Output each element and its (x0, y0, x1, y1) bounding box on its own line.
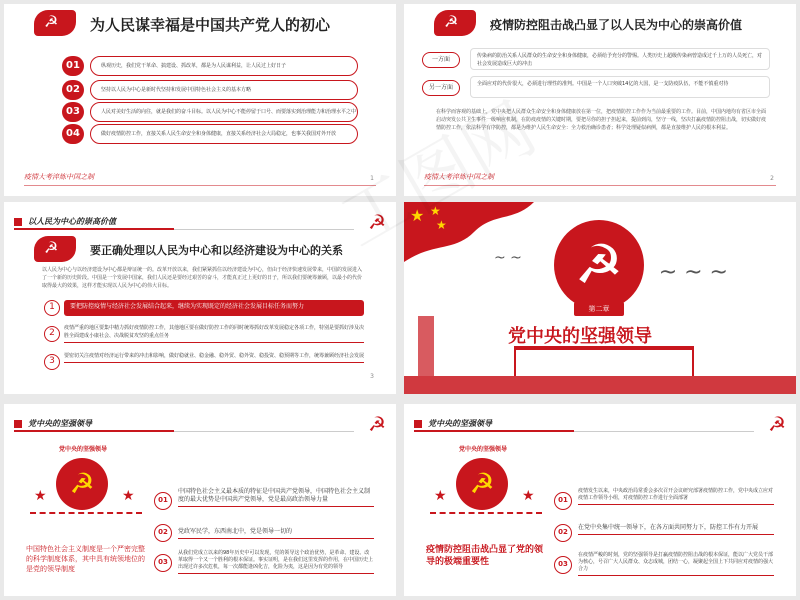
card-badge: 党中央的坚强领导 (458, 446, 507, 453)
hammer-sickle-icon: ☭ (554, 220, 644, 310)
item-number: 02 (554, 524, 572, 542)
slide-2[interactable] (404, 4, 796, 196)
item-number: 1 (44, 300, 60, 316)
party-logo-icon (434, 10, 476, 36)
item-number: 01 (154, 492, 172, 510)
section-divider (574, 431, 754, 432)
ground-decoration (404, 376, 796, 394)
item-text: 纵观历史，我们党干革命、搞建设、抓改革，都是为人民谋利益，让人民过上好日子 (90, 56, 358, 76)
chapter-tag: 第二章 (574, 302, 624, 316)
slide-6[interactable] (404, 404, 796, 596)
section-tag: 党中央的坚强领导 (414, 418, 574, 432)
item-number: 02 (62, 80, 84, 100)
star-icon: ★ (434, 488, 447, 504)
footer-divider (24, 185, 376, 186)
slide-title: 疫情防控阻击战凸显了以人民为中心的崇高价值 (490, 18, 743, 32)
section-divider (174, 431, 354, 432)
item-number: 03 (62, 102, 84, 122)
item-text: 要密切关注疫情对经济运行带来的冲击和影响，做好稳就业、稳金融、稳外贸、稳外资、稳投资、稳预期等工作，统筹兼顾经济社会发展 (64, 352, 364, 363)
item-text: 从我们党成立以来的98年历史中可以发现，党的领导这个政治优势，是革命、建设、改革取得一个又一个胜利的根本保证。事实证明，是在我们这里发挥的作用，在中国历史上出现过许多次危机，每一次都能逢凶化吉，化险为夷，这是因为有党的领导 (178, 550, 374, 574)
slide-4-chapter-cover[interactable] (404, 202, 796, 394)
page-number: 2 (770, 175, 774, 182)
item-text: 坚持以人民为中心是新时代坚持和发展中国特色社会主义的基本方略 (90, 80, 358, 100)
star-icon: ★ (122, 488, 135, 504)
content-box: 传染病的防治关系人民群众的生命安全和身体健康，必须给予充分的警惕。人类历史上超级传染病曾造成过千上万的人员死亡，对社会发展造成巨大的冲击 (470, 48, 770, 70)
body-paragraph: 在科学而客观的基础上，党中央把人民群众生命安全和身体健康放在第一位，把疫情防控工作作为当前最重要的工作。目前，中国内地均有省区市全面启动突发公共卫生事件一级响应机制，在防疫疫情的关键时期，要把尽你的担子担起来，提前到岗，坚守一线，坚决打赢疫情防控阻击战，切实做好疫情防控工作，依法科学有序防控，都是为维护人民生命安全：全力救治确诊患者；科学处理疑似病例，都是直接维护人民的根本利益。 (436, 109, 767, 131)
cloud-icon: ~ ~ ~ (658, 260, 728, 285)
label-one-side: 一方面 (422, 52, 460, 68)
party-emblem-icon: ☭ (56, 458, 108, 510)
left-card (26, 444, 146, 584)
item-number: 04 (62, 124, 84, 144)
slide-5[interactable] (4, 404, 396, 596)
list-item (62, 56, 358, 76)
hammer-sickle-icon: ☭ (368, 210, 386, 234)
great-wall-decoration (430, 512, 542, 538)
star-icon: ★ (522, 488, 535, 504)
item-text: 疫情严重的地区要集中精力抓好疫情防控工作，其他地区要在做好防控工作的同时统筹抓好改革发展稳定各项工作，特别是要抓好涉及决胜全面建成小康社会、决战脱贫攻坚的重点任务 (64, 324, 364, 343)
hammer-sickle-icon: ☭ (768, 412, 786, 436)
star-icon: ★ (410, 206, 425, 225)
item-text: 中国特色社会主义最本质的特征是中国共产党领导，中国特色社会主义制度的最大优势是中国共产党领导，党是最高政治领导力量 (178, 488, 374, 507)
label-other-side: 另一方面 (422, 80, 460, 96)
item-text: 要把防控疫情与经济社会发展结合起来，继续为实现既定的经济社会发展目标任务而努力 (64, 300, 364, 316)
list-item (62, 102, 358, 122)
item-number: 03 (554, 556, 572, 574)
card-badge: 党中央的坚强领导 (58, 446, 107, 453)
card-caption: 中国特色社会主义制度是一个严密完整的科学制度体系，其中具有统领地位的是党的领导制度 (26, 545, 145, 573)
star-icon: ★ (436, 218, 447, 232)
item-text: 在党中央集中统一领导下，在各方面共同努力下，防控工作有力开展 (578, 524, 774, 535)
item-number: 2 (44, 326, 60, 342)
item-number: 01 (62, 56, 84, 76)
star-icon: ★ (34, 488, 47, 504)
cover-title: 党中央的坚强领导 (508, 326, 652, 347)
pillar-decoration (418, 316, 434, 376)
footer-text: 疫情大考淬炼中国之制 (24, 173, 94, 181)
body-paragraph: 以人民为中心与以经济建设为中心都是辩证统一的。改革开放以来，我们紧紧抓住以经济建设为中心，但由于经济快速发展带来，中国的发展进入了一个新的历史阶段。中国是一个发展中国家，我们人民还是要经过艰苦的奋斗，才能真正过上更好的日子，所以我们要统筹兼顾，以最小的代价取得最大的效果，这样才能实现以人民为中心的伟大目标。 (42, 267, 363, 289)
slide-1[interactable] (4, 4, 396, 196)
party-logo-icon (34, 10, 76, 36)
slide-title: 要正确处理以人民为中心和以经济建设为中心的关系 (90, 244, 343, 257)
item-number: 01 (554, 492, 572, 510)
page-number: 3 (370, 373, 374, 380)
item-text: 做好疫情防控工作，直接关系人民生命安全和身体健康，直接关系经济社会大局稳定，也事关我国对外开放 (90, 124, 358, 144)
star-icon: ★ (430, 204, 441, 218)
section-tag: 以人民为中心的崇高价值 (14, 216, 174, 230)
content-box: 全面应对的代价很大，必须进行理性的准判。中国是一个人口突破14亿的大国，是一支防疫队伍，不能不慎重对待 (470, 76, 770, 98)
cloud-icon: ~ ~ (494, 250, 522, 266)
list-item (62, 124, 358, 144)
item-text: 党政军民学，东西南北中，党是领导一切的 (178, 528, 374, 539)
item-text: 疫情发生以来，中央政治局常委会多次召开会议研究部署疫情防控工作，党中央成立应对疫情工作领导小组，对疫情防控工作进行全面部署 (578, 488, 774, 505)
party-logo-icon (34, 236, 76, 262)
slide-title: 为人民谋幸福是中国共产党人的初心 (90, 16, 331, 34)
item-number: 3 (44, 354, 60, 370)
footer-text: 疫情大考淬炼中国之制 (424, 173, 494, 181)
hammer-sickle-icon: ☭ (368, 412, 386, 436)
section-tag: 党中央的坚强领导 (14, 418, 174, 432)
great-wall-decoration (30, 512, 142, 538)
slide-3[interactable] (4, 202, 396, 394)
card-caption: 疫情防控阻击战凸显了党的领导的极端重要性 (426, 545, 544, 567)
party-emblem-icon: ☭ (456, 458, 508, 510)
item-number: 02 (154, 524, 172, 542)
item-text: 人民对美好生活的向往，就是我们的奋斗目标。以人民为中心不能停留于口号、而要落实到治理能力和治理水平之中 (90, 102, 358, 122)
footer-divider (424, 185, 776, 186)
item-number: 03 (154, 554, 172, 572)
gate-decoration (514, 346, 694, 376)
left-card (426, 444, 546, 584)
page-number: 1 (370, 175, 374, 182)
list-item (62, 80, 358, 100)
section-divider (174, 229, 354, 230)
item-text: 在疫情严峻的时刻，党的坚强领导是打赢疫情防控阻击战的根本保证，能以广大党员干部为核心，号召广大人民群众、众志成城，团结一心，凝聚起全国上下共同应对疫情的强大合力 (578, 552, 774, 576)
